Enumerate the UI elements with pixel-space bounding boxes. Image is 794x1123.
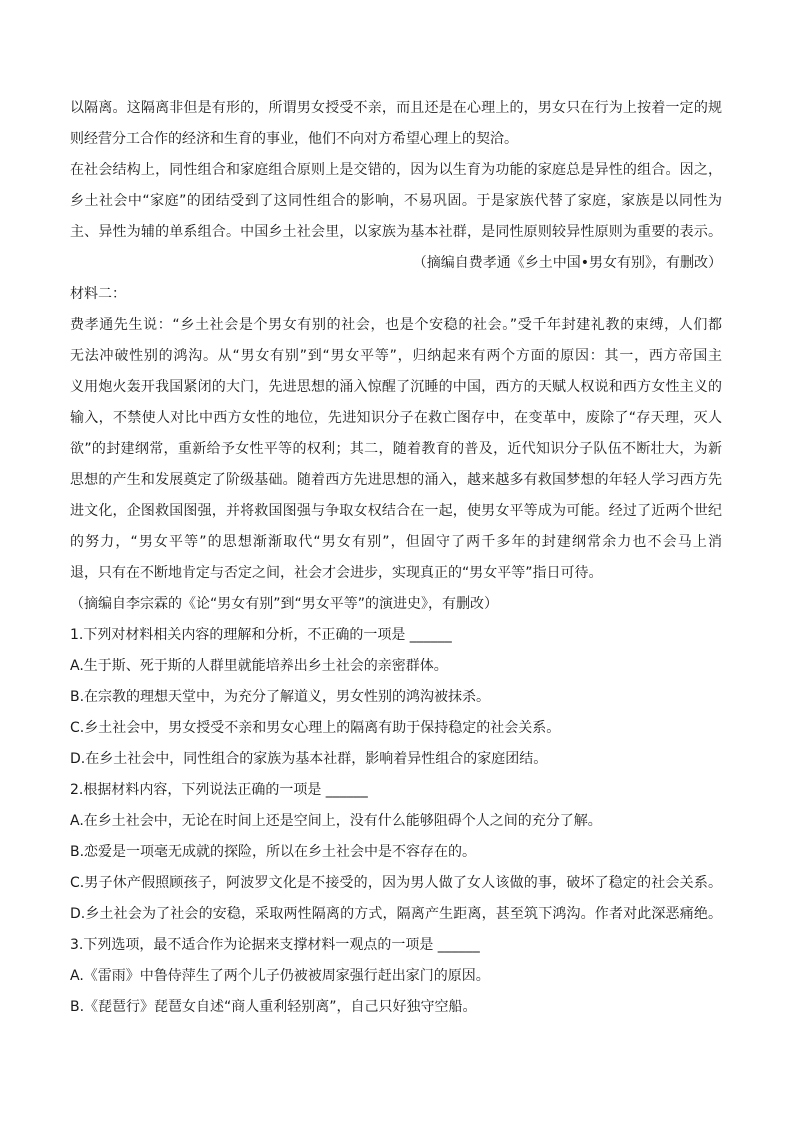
text-line: B.恋爱是一项毫无成就的探险，所以在乡土社会中是不容存在的。 xyxy=(70,844,477,860)
text-line: （摘编自费孝通《乡土中国•男女有别》，有删改） xyxy=(412,255,722,271)
text-line: A.《雷雨》中鲁侍萍生了两个儿子仍被被周家强行赶出家门的原因。 xyxy=(70,968,490,984)
text-line: 欲”的封建纲常，重新给予女性平等的权利；其二，随着教育的普及，近代知识分子队伍不断壮大，为新 xyxy=(70,441,722,457)
text-line: 思想的产生和发展奠定了阶级基础。随着西方先进思想的涌入，越来越多有救国梦想的年轻人学习西方先 xyxy=(70,472,722,488)
text-line: 费孝通先生说：“乡土社会是个男女有别的社会，也是个安稳的社会。”受千年封建礼教的束缚，人们都 xyxy=(70,317,722,333)
document-page xyxy=(70,98,722,1028)
text-line: 进文化，企图救国图强，并将救国图强与争取女权结合在一起，使男女平等成为可能。经过了近两个世纪 xyxy=(70,503,722,519)
text-line: 1.下列对材料相关内容的理解和分析，不正确的一项是 ______ xyxy=(70,627,452,643)
text-line: 材料二： xyxy=(70,286,126,302)
text-line: D.在乡土社会中，同性组合的家族为基本社群，影响着异性组合的家庭团结。 xyxy=(70,751,548,767)
text-line: C.男子休产假照顾孩子，阿波罗文化是不接受的，因为男人做了女人该做的事，破坏了稳定的社会关系。 xyxy=(70,875,722,891)
text-line: A.在乡土社会中，无论在时间上还是空间上，没有什么能够阻碍个人之间的充分了解。 xyxy=(70,813,602,829)
text-line: 退，只有在不断地肯定与否定之间，社会才会进步，实现真正的“男女平等”指日可待。 xyxy=(70,565,603,581)
text-line: 3.下列选项，最不适合作为论据来支撑材料一观点的一项是 ______ xyxy=(70,937,480,953)
text-line: 乡土社会中“家庭”的团结受到了这同性组合的影响，不易巩固。于是家族代替了家庭，家族是以同性为 xyxy=(70,193,722,209)
text-line: 无法冲破性别的鸿沟。从“男女有别”到“男女平等”，归纳起来有两个方面的原因：其一，西方帝国主 xyxy=(70,348,722,364)
text-line: 则经营分工合作的经济和生育的事业，他们不向对方希望心理上的契洽。 xyxy=(70,131,518,147)
text-line: A.生于斯、死于斯的人群里就能培养出乡土社会的亲密群体。 xyxy=(70,658,448,674)
text-line: 输入，不禁使人对比中西方女性的地位，先进知识分子在救亡图存中，在变革中，废除了“存天理，灭人 xyxy=(70,410,722,426)
text-line: （摘编自李宗霖的《论“男女有别”到“男女平等”的演进史》，有删改） xyxy=(70,596,499,612)
text-line: D.乡土社会为了社会的安稳，采取两性隔离的方式，隔离产生距离，甚至筑下鸿沟。作者对此深恶痛绝。 xyxy=(70,906,722,922)
text-line: 的努力，“男女平等”的思想渐渐取代“男女有别”，但固守了两千多年的封建纲常余力也不会马上消 xyxy=(70,534,722,550)
text-line: B.《琵琶行》琵琶女自述“商人重利轻别离”，自己只好独守空船。 xyxy=(70,999,477,1015)
text-line: 2.根据材料内容，下列说法正确的一项是 ______ xyxy=(70,782,368,798)
text-line: 主、异性为辅的单系组合。中国乡土社会里，以家族为基本社群，是同性原则较异性原则为重要的表示。 xyxy=(70,224,722,240)
text-line: 以隔离。这隔离非但是有形的，所谓男女授受不亲，而且还是在心理上的，男女只在行为上按着一定的规 xyxy=(70,100,722,116)
text-line: 义用炮火轰开我国紧闭的大门，先进思想的涌入惊醒了沉睡的中国，西方的天赋人权说和西方女性主义的 xyxy=(70,379,722,395)
text-line: C.乡土社会中，男女授受不亲和男女心理上的隔离有助于保持稳定的社会关系。 xyxy=(70,720,561,736)
text-line: 在社会结构上，同性组合和家庭组合原则上是交错的，因为以生育为功能的家庭总是异性的组合。因之， xyxy=(70,162,722,178)
text-line: B.在宗教的理想天堂中，为充分了解道义，男女性别的鸿沟被抹杀。 xyxy=(70,689,491,705)
